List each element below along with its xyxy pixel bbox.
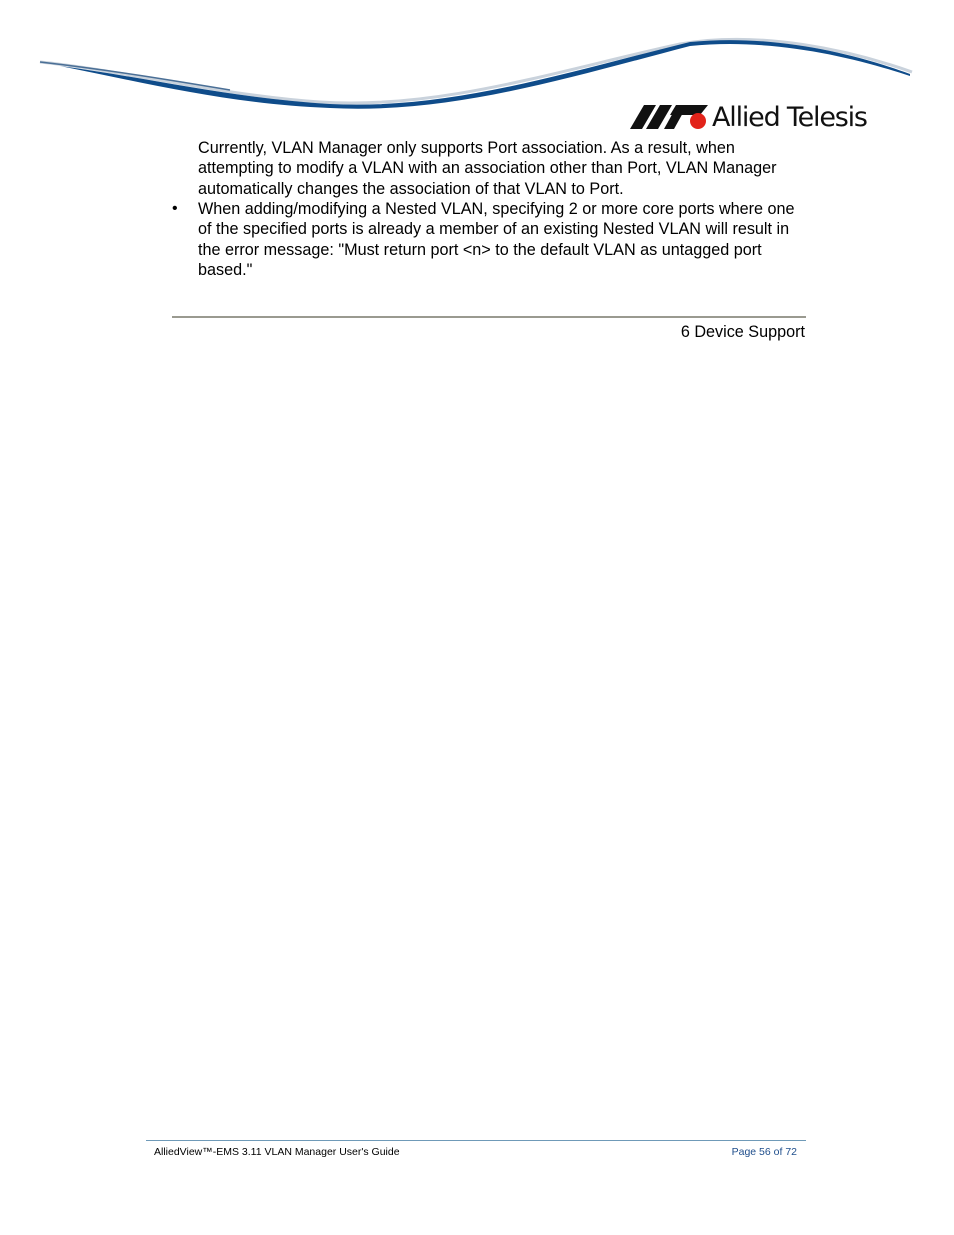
logo-text: Allied Telesis	[712, 101, 867, 133]
section-divider	[172, 316, 806, 318]
bullet-text: When adding/modifying a Nested VLAN, specifying 2 or more core ports where one of the specified ports is already a member of an existing Nested VLAN will result in the error message: "Must return port <n> to the default VLAN as untagged port based."	[198, 200, 795, 280]
footer-doc-title: AlliedView™-EMS 3.11 VLAN Manager User's Guide	[154, 1146, 400, 1158]
footer-page-number: Page 56 of 72	[731, 1146, 797, 1158]
allied-telesis-logo	[630, 100, 870, 134]
footer-divider	[146, 1140, 806, 1141]
bullet-marker: •	[172, 200, 178, 217]
section-footer-label: 6 Device Support	[680, 323, 805, 341]
allied-telesis-mark-icon	[630, 105, 708, 129]
body-paragraph: Currently, VLAN Manager only supports Port association. As a result, when attempting to modify a VLAN with an association other than Port, VLAN Manager automatically changes the association of that VLAN to Port.	[198, 139, 777, 198]
